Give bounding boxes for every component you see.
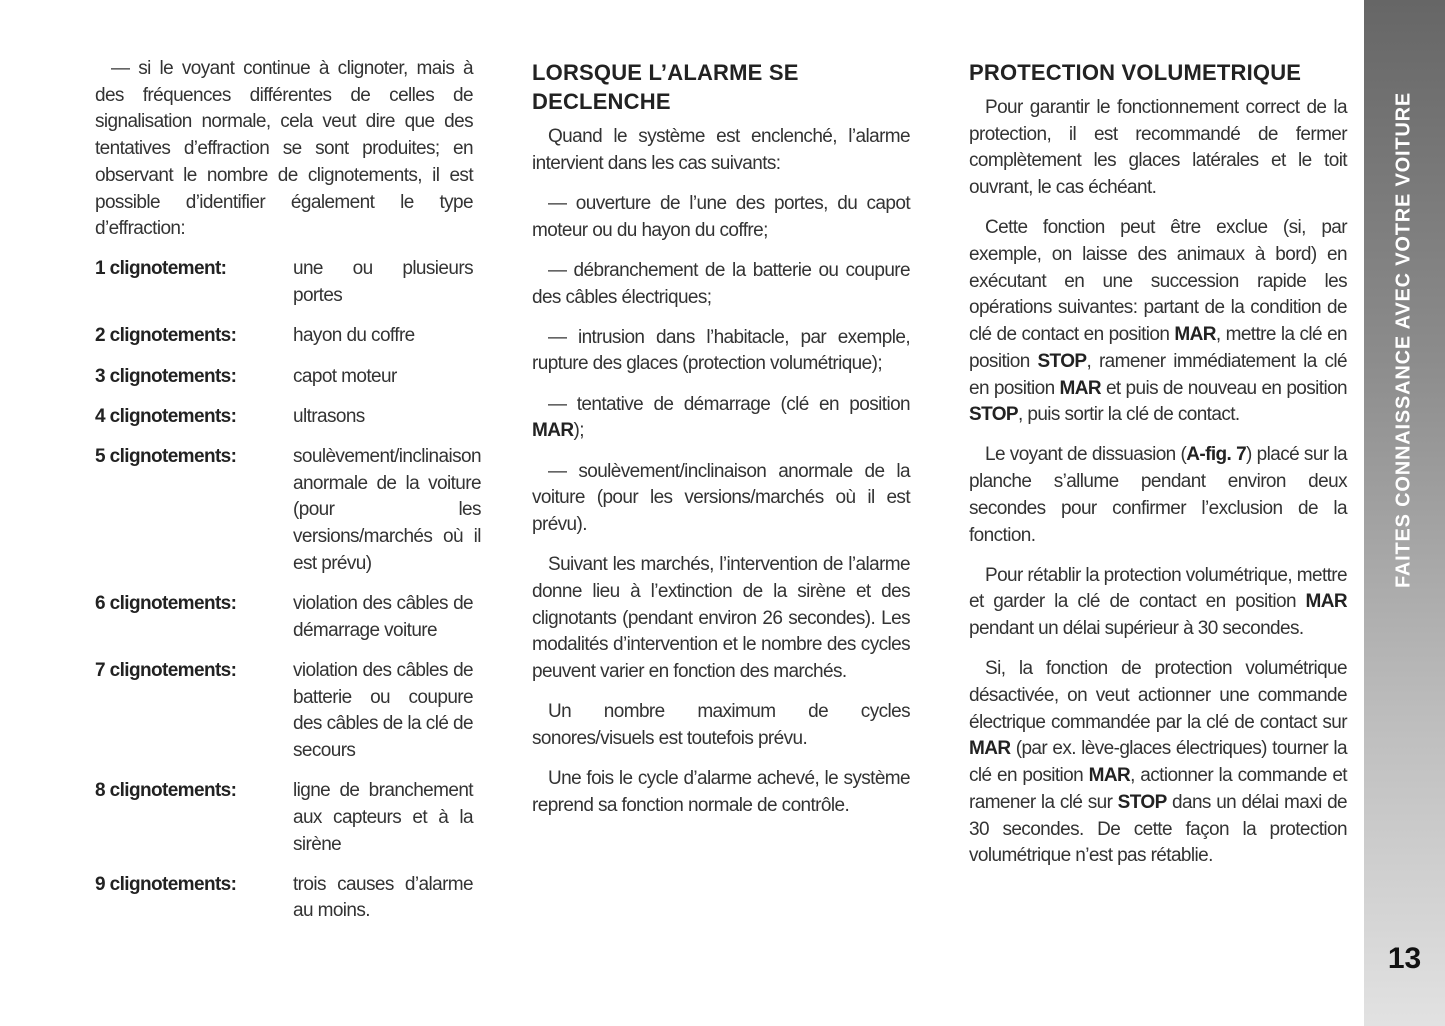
text-run: dans un délai maxi de 30 secondes. De cette façon la protection volumétrique n’est pas rétablie. [969, 791, 1348, 867]
text-run: — tentative de démarrage (clé en position [548, 393, 910, 415]
text-run: et puis de nouveau en position [1101, 377, 1348, 399]
blink-meaning: hayon du coffre [293, 325, 415, 347]
blink-count: 3 clignotements: [95, 365, 237, 387]
text-run: ) placé sur la planche s’allume pendant environ deux secondes pour confirmer l’exclusion de la fonction. [969, 444, 1347, 546]
bold-term: MAR [1305, 591, 1347, 613]
bold-term: STOP [1037, 350, 1087, 372]
text-run: Pour rétablir la protection volumétrique, mettre et garder la clé de contact en position [969, 564, 1347, 613]
blink-meaning: une ou plusieurs portes [293, 258, 473, 307]
paragraph [969, 95, 1347, 202]
blink-code-row [95, 872, 473, 925]
text-run: , ramener immédiatement la clé en position [969, 350, 1347, 399]
paragraph [532, 124, 910, 177]
text-run: — intrusion dans l’habitacle, par exemple, rupture des glaces (protection volumétrique); [532, 326, 910, 375]
text-run: — soulèvement/inclinaison anormale de la voiture (pour les versions/marchés où il est prévu). [532, 460, 910, 535]
bold-term: A-fig. 7 [1186, 444, 1247, 466]
paragraph [532, 258, 910, 311]
column-3 [969, 56, 1347, 883]
volumetric-paragraphs [969, 95, 1347, 870]
column-2 [532, 56, 910, 833]
blink-count: 8 clignotements: [95, 780, 237, 802]
text-run: , mettre la clé en position [969, 324, 1348, 372]
blink-meaning: violation des câbles de démarrage voiture [293, 592, 473, 641]
paragraph [532, 325, 910, 378]
text-run: pendant un délai supérieur à 30 secondes. [969, 618, 1304, 640]
bold-term: MAR [1088, 765, 1131, 787]
bold-term: MAR [1059, 377, 1101, 399]
text-run: (par ex. lève-glaces électriques) tourner la clé en position [969, 738, 1347, 787]
text-run: Si, la fonction de protection volumétrique désactivée, on veut actionner une commande électrique commandée par la clé de contact sur [969, 658, 1347, 733]
chapter-title: FAITES CONNAISSANCE AVEC VOTRE VOITURE [1392, 91, 1415, 589]
text-run: — débranchement de la batterie ou coupure des câbles électriques; [532, 259, 910, 308]
blink-code-row [95, 364, 473, 391]
bold-term: MAR [1174, 324, 1216, 346]
paragraph [532, 552, 910, 686]
text-run: — ouverture de l’une des portes, du capot moteur ou du hayon du coffre; [532, 192, 910, 241]
paragraph [969, 656, 1347, 870]
paragraph [532, 699, 910, 752]
page-number: 13 [1387, 942, 1422, 975]
blink-meaning: trois causes d’alarme au moins. [293, 873, 473, 922]
bold-term: MAR [532, 420, 574, 442]
bold-term: MAR [969, 738, 1011, 760]
paragraph [532, 766, 910, 819]
section-heading-alarm: LORSQUE L’ALARME SE DECLENCHE [532, 60, 799, 114]
text-run: Un nombre maximum de cycles sonores/visuels est toutefois prévu. [532, 701, 910, 749]
blink-count: 1 clignotement: [95, 258, 227, 280]
blink-code-row [95, 256, 473, 309]
paragraph [532, 191, 910, 244]
bold-term: STOP [1117, 791, 1167, 813]
column-1 [95, 56, 481, 939]
blink-code-list [95, 256, 481, 925]
blink-meaning: violation des câbles de batterie ou coupure des câbles de la clé de secours [293, 659, 473, 761]
blink-code-row [95, 323, 473, 350]
text-run: , actionner la commande et ramener la clé sur [969, 765, 1347, 813]
blink-meaning: ultrasons [293, 405, 365, 427]
blink-count: 5 clignotements: [95, 445, 237, 467]
text-run: ); [573, 420, 584, 442]
blink-code-row [95, 591, 473, 644]
section-heading-volumetric: PROTECTION VOLUMETRIQUE [969, 60, 1302, 85]
blink-count: 2 clignotements: [95, 325, 237, 347]
blink-meaning: soulèvement/inclinaison anormale de la voiture (pour les versions/marchés où il est prévu) [293, 445, 481, 574]
blink-meaning: ligne de branchement aux capteurs et à la sirène [293, 780, 473, 855]
text-run: Cette fonction peut être exclue (si, par exemple, on laisse des animaux à bord) en exécutant en une succession rapide les opérations suivantes: partant de la condition de clé de contact en position [969, 217, 1347, 346]
paragraph [532, 459, 910, 539]
paragraph [969, 442, 1347, 549]
text-run: Une fois le cycle d’alarme achevé, le système reprend sa fonction normale de contrôle. [532, 768, 910, 816]
blink-code-row [95, 444, 481, 578]
paragraph [532, 392, 910, 445]
blink-count: 9 clignotements: [95, 873, 237, 895]
blink-code-row [95, 778, 473, 858]
text-run: Le voyant de dissuasion ( [985, 444, 1187, 466]
text-run: — si le voyant continue à clignoter, mais à des fréquences différentes de celles de signalisation normale, cela veut dire que des tentatives d’effraction se sont produites; en observant le nombre de clignotements, il est possible d’identifier également le type d’effraction: [95, 58, 473, 240]
intro-paragraph [95, 56, 473, 243]
blink-count: 7 clignotements: [95, 659, 237, 681]
text-run: , puis sortir la clé de contact. [1018, 404, 1240, 426]
bold-term: STOP [969, 404, 1018, 426]
blink-count: 4 clignotements: [95, 405, 237, 427]
text-run: Suivant les marchés, l’intervention de l’alarme donne lieu à l’extinction de la sirène et des clignotants (pendant environ 26 secondes). Les modalités d’intervention et le nombre des cycles peuvent varier en fonction des marchés. [532, 554, 910, 682]
blink-count: 6 clignotements: [95, 592, 237, 614]
blink-code-row [95, 404, 473, 431]
paragraph [969, 215, 1347, 429]
blink-meaning: capot moteur [293, 365, 397, 387]
text-run: Pour garantir le fonctionnement correct de la protection, il est recommandé de fermer complètement les glaces latérales et le toit ouvrant, le cas échéant. [969, 97, 1347, 199]
text-run: Quand le système est enclenché, l’alarme intervient dans les cas suivants: [532, 126, 910, 174]
chapter-sidebar [1364, 0, 1445, 1026]
alarm-paragraphs [532, 124, 910, 819]
paragraph [969, 563, 1347, 643]
blink-code-row [95, 658, 473, 765]
